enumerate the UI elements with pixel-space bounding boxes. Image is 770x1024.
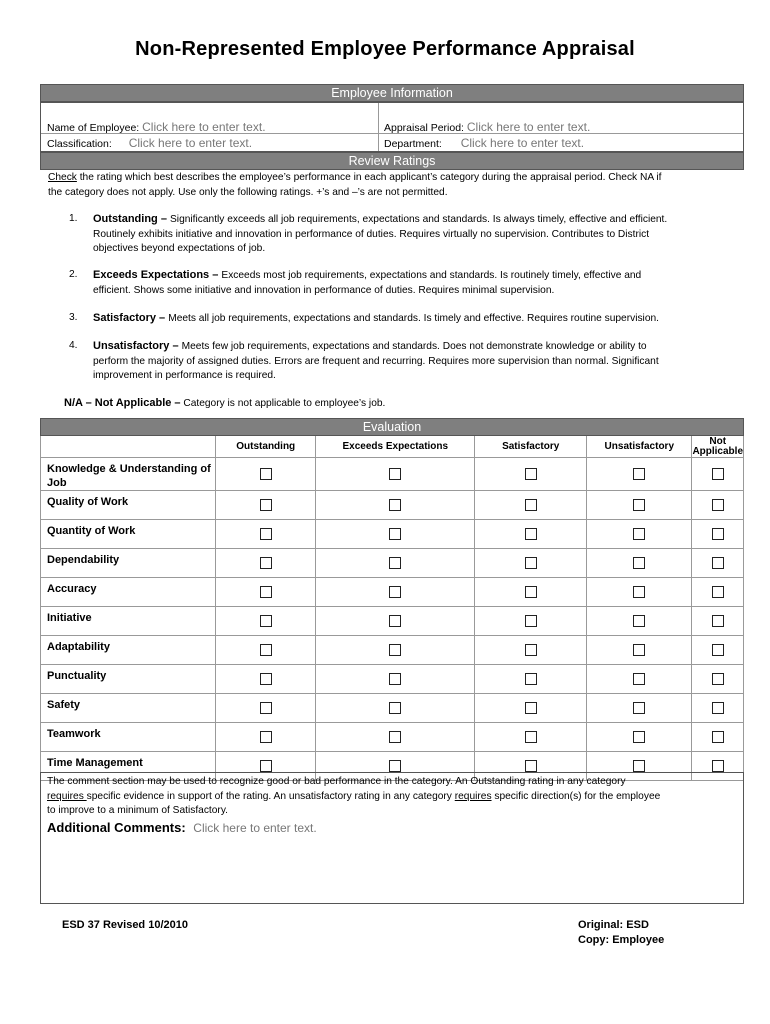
rating-checkbox[interactable] xyxy=(525,499,537,511)
rating-checkbox[interactable] xyxy=(389,528,401,540)
rating-checkbox[interactable] xyxy=(260,702,272,714)
criteria-row xyxy=(41,458,744,491)
criteria-row xyxy=(41,578,744,607)
criteria-row xyxy=(41,607,744,636)
rating-checkbox[interactable] xyxy=(712,702,724,714)
rating-checkbox[interactable] xyxy=(712,760,724,772)
rating-checkbox[interactable] xyxy=(525,586,537,598)
rating-checkbox[interactable] xyxy=(389,702,401,714)
rating-checkbox[interactable] xyxy=(389,557,401,569)
rating-checkbox[interactable] xyxy=(633,702,645,714)
employee-name-field[interactable]: Click here to enter text. xyxy=(142,120,266,134)
rating-checkbox[interactable] xyxy=(633,528,645,540)
rating-checkbox[interactable] xyxy=(633,586,645,598)
additional-comments-field[interactable]: Click here to enter text. xyxy=(193,821,317,835)
evaluation-table xyxy=(40,418,744,781)
criteria-label: Accuracy xyxy=(41,578,216,607)
criteria-label: Time Management xyxy=(41,752,216,781)
rating-checkbox[interactable] xyxy=(712,644,724,656)
rating-checkbox[interactable] xyxy=(712,615,724,627)
rating-checkbox[interactable] xyxy=(260,673,272,685)
review-ratings-header: Review Ratings xyxy=(40,152,744,170)
rating-checkbox[interactable] xyxy=(633,468,645,480)
rating-checkbox[interactable] xyxy=(525,760,537,772)
col-satisfactory: Satisfactory xyxy=(475,436,587,458)
rating-checkbox[interactable] xyxy=(260,615,272,627)
rating-checkbox[interactable] xyxy=(525,731,537,743)
rating-checkbox[interactable] xyxy=(260,586,272,598)
criteria-label: Quantity of Work xyxy=(41,520,216,549)
classification-field[interactable]: Click here to enter text. xyxy=(128,136,253,150)
rating-satisfactory: 3. Satisfactory – Meets all job requirements, expectations and standards. Is timely and effective. Requires routine supervision. xyxy=(69,312,659,324)
classification-label: Classification: Click here to enter text. xyxy=(47,136,253,150)
rating-checkbox[interactable] xyxy=(712,528,724,540)
criteria-label: Quality of Work xyxy=(41,491,216,520)
rating-checkbox[interactable] xyxy=(525,673,537,685)
rating-checkbox[interactable] xyxy=(389,731,401,743)
distribution-copy: Copy: Employee xyxy=(578,934,665,946)
rating-checkbox[interactable] xyxy=(712,499,724,511)
criteria-label: Knowledge & Understanding of Job xyxy=(41,458,216,491)
rating-checkbox[interactable] xyxy=(712,731,724,743)
department-field[interactable]: Click here to enter text. xyxy=(460,136,585,150)
rating-checkbox[interactable] xyxy=(260,760,272,772)
additional-comments-label: Additional Comments: Click here to enter text. xyxy=(47,820,317,835)
criteria-row xyxy=(41,491,744,520)
criteria-label: Punctuality xyxy=(41,665,216,694)
criteria-label: Safety xyxy=(41,694,216,723)
review-intro: Check the rating which best describes the employee’s performance in each applicant’s category during the appraisal period. Check NA if the category does not apply. Use only the following ratings. +’s and –’s are not permitted. xyxy=(48,172,662,198)
rating-checkbox[interactable] xyxy=(389,673,401,685)
distribution xyxy=(578,918,664,948)
rating-checkbox[interactable] xyxy=(389,644,401,656)
evaluation-header: Evaluation xyxy=(41,419,744,436)
rating-checkbox[interactable] xyxy=(633,557,645,569)
appraisal-period-label: Appraisal Period: Click here to enter text. xyxy=(384,120,591,134)
criteria-row xyxy=(41,636,744,665)
col-not-applicable: Not Applicable xyxy=(692,435,744,457)
criteria-label: Teamwork xyxy=(41,723,216,752)
rating-checkbox[interactable] xyxy=(633,673,645,685)
col-exceeds-expectations: Exceeds Expectations xyxy=(316,436,475,458)
rating-checkbox[interactable] xyxy=(389,760,401,772)
rating-checkbox[interactable] xyxy=(525,702,537,714)
comments-note: The comment section may be used to recognize good or bad performance in the category. An Outstanding rating in any category requires specific evidence in support of the rating. An unsatisfactory rating in any category requires specific direction(s) for the employee to improve to a minimum of Satisfactory. xyxy=(47,776,661,815)
rating-checkbox[interactable] xyxy=(525,528,537,540)
employee-info-header: Employee Information xyxy=(40,84,744,102)
department-label: Department: Click here to enter text. xyxy=(384,136,585,150)
form-id: ESD 37 Revised 10/2010 xyxy=(62,919,188,931)
rating-checkbox[interactable] xyxy=(260,499,272,511)
appraisal-period-field[interactable]: Click here to enter text. xyxy=(466,120,591,134)
rating-checkbox[interactable] xyxy=(389,615,401,627)
criteria-label: Initiative xyxy=(41,607,216,636)
criteria-label: Adaptability xyxy=(41,636,216,665)
criteria-row xyxy=(41,665,744,694)
rating-checkbox[interactable] xyxy=(525,615,537,627)
rating-unsatisfactory: 4. Unsatisfactory – Meets few job requirements, expectations and standards. Does not demonstrate knowledge or ability to perform the majority of assigned duties. Errors are frequent and recurring. Requires more supervision than normal. Significant improvement in performance is required. xyxy=(69,340,659,381)
rating-checkbox[interactable] xyxy=(633,644,645,656)
rating-checkbox[interactable] xyxy=(389,586,401,598)
rating-outstanding: 1. Outstanding – Significantly exceeds all job requirements, expectations and standards. Is always timely, effective and efficient. Routinely exhibits initiative and innovation in performance of duties. Requires virtually no supervision. Contributes to District objectives beyond expectations of job. xyxy=(69,213,668,254)
distribution-original: Original: ESD xyxy=(578,919,649,931)
criteria-row xyxy=(41,549,744,578)
rating-checkbox[interactable] xyxy=(260,557,272,569)
criteria-row xyxy=(41,723,744,752)
rating-checkbox[interactable] xyxy=(633,499,645,511)
employee-name-label: Name of Employee: Click here to enter text. xyxy=(47,120,266,134)
rating-checkbox[interactable] xyxy=(260,731,272,743)
rating-checkbox[interactable] xyxy=(260,468,272,480)
rating-checkbox[interactable] xyxy=(633,731,645,743)
rating-checkbox[interactable] xyxy=(389,499,401,511)
rating-exceeds: 2. Exceeds Expectations – Exceeds most job requirements, expectations and standards. Is routinely timely, effective and efficient. Shows some initiative and innovation in performance of duties. Requires minimal supervision. xyxy=(69,269,642,296)
rating-checkbox[interactable] xyxy=(389,468,401,480)
rating-checkbox[interactable] xyxy=(525,644,537,656)
rating-checkbox[interactable] xyxy=(260,644,272,656)
rating-checkbox[interactable] xyxy=(712,586,724,598)
col-outstanding: Outstanding xyxy=(216,436,316,458)
criteria-row xyxy=(41,520,744,549)
rating-checkbox[interactable] xyxy=(712,468,724,480)
criteria-row xyxy=(41,694,744,723)
rating-checkbox[interactable] xyxy=(525,557,537,569)
rating-checkbox[interactable] xyxy=(260,528,272,540)
criteria-label: Dependability xyxy=(41,549,216,578)
rating-checkbox[interactable] xyxy=(525,468,537,480)
rating-not-applicable: N/A – Not Applicable – Category is not applicable to employee’s job. xyxy=(64,397,386,409)
rating-checkbox[interactable] xyxy=(712,557,724,569)
col-unsatisfactory: Unsatisfactory xyxy=(587,436,692,458)
page-title: Non-Represented Employee Performance Appraisal xyxy=(135,38,635,60)
rating-checkbox[interactable] xyxy=(633,760,645,772)
rating-checkbox[interactable] xyxy=(712,673,724,685)
rating-checkbox[interactable] xyxy=(633,615,645,627)
